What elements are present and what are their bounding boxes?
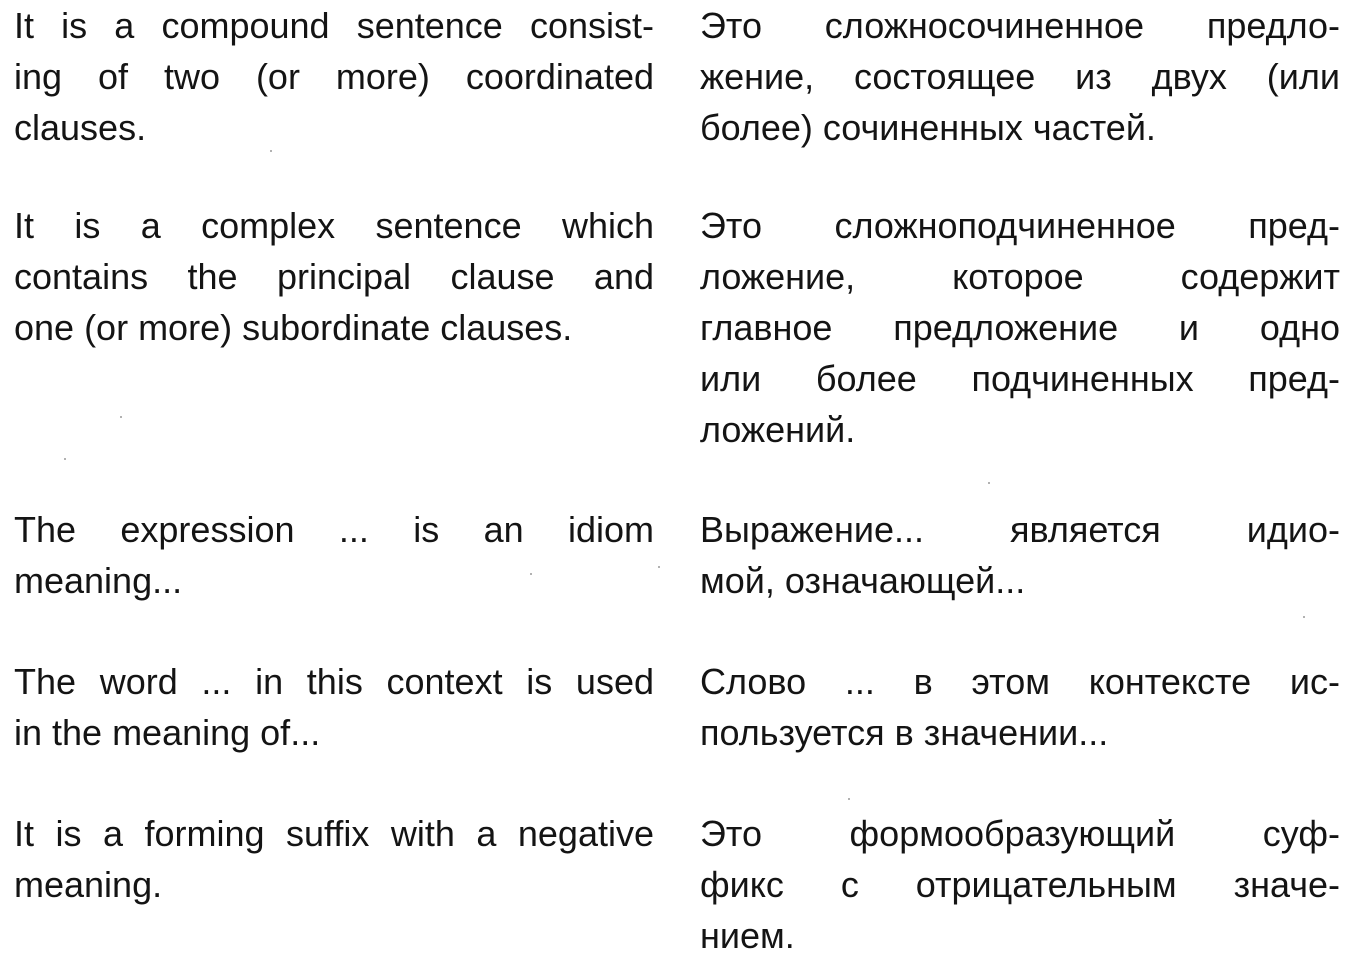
scan-speck xyxy=(988,482,990,484)
scan-speck xyxy=(64,458,66,460)
scan-speck xyxy=(658,566,660,568)
russian-translation xyxy=(700,0,1340,153)
text-line: или более подчиненных пред- xyxy=(700,358,1340,399)
text-line: жение, состоящее из двух (или xyxy=(700,56,1340,97)
text-line: мой, означающей... xyxy=(700,560,1026,601)
text-line: Выражение... является идио- xyxy=(700,509,1340,550)
russian-translation xyxy=(700,200,1340,455)
text-line: in the meaning of... xyxy=(14,712,321,753)
scan-speck xyxy=(848,798,850,800)
text-line: The word ... in this context is used xyxy=(14,661,654,702)
text-line: one (or more) subordinate clauses. xyxy=(14,307,573,348)
text-line: clauses. xyxy=(14,107,147,148)
russian-translation xyxy=(700,808,1340,961)
text-line: meaning... xyxy=(14,560,183,601)
english-phrase xyxy=(14,656,654,758)
text-line: Это сложносочиненное предло- xyxy=(700,5,1340,46)
text-line: ложений. xyxy=(700,409,856,450)
russian-translation xyxy=(700,504,1340,606)
text-line: нием. xyxy=(700,915,795,956)
text-line: It is a forming suffix with a negative xyxy=(14,813,654,854)
text-line: It is a compound sentence consist- xyxy=(14,5,654,46)
text-line: главное предложение и одно xyxy=(700,307,1340,348)
text-line: пользуется в значении... xyxy=(700,712,1109,753)
text-line: meaning. xyxy=(14,864,163,905)
text-line: Это сложноподчиненное пред- xyxy=(700,205,1340,246)
text-line: The expression ... is an idiom xyxy=(14,509,654,550)
english-phrase xyxy=(14,808,654,910)
english-phrase xyxy=(14,0,654,153)
text-line: contains the principal clause and xyxy=(14,256,654,297)
text-line: Слово ... в этом контексте ис- xyxy=(700,661,1340,702)
english-phrase xyxy=(14,200,654,353)
scan-speck xyxy=(530,573,532,575)
russian-translation xyxy=(700,656,1340,758)
text-line: Это формообразующий суф- xyxy=(700,813,1340,854)
text-line: более) сочиненных частей. xyxy=(700,107,1156,148)
english-phrase xyxy=(14,504,654,606)
scan-speck xyxy=(1303,616,1305,618)
scan-speck xyxy=(120,416,122,418)
text-line: It is a complex sentence which xyxy=(14,205,654,246)
scan-speck xyxy=(270,150,272,152)
text-line: ложение, которое содержит xyxy=(700,256,1340,297)
text-line: фикс с отрицательным значе- xyxy=(700,864,1340,905)
text-line: ing of two (or more) coordinated xyxy=(14,56,654,97)
